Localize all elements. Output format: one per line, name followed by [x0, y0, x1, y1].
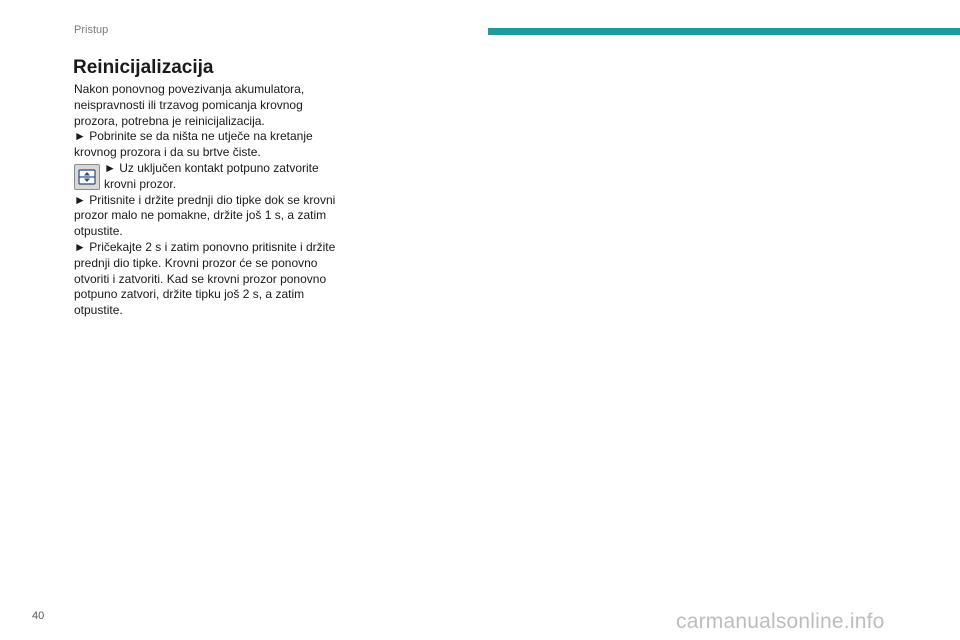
paragraph-intro: Nakon ponovnog povezivanja akumulatora, neispravnosti ili trzavog pomicanja krovnog prozora, potrebna je reinicijalizacija.: [74, 82, 305, 128]
section-label: Pristup: [74, 24, 109, 36]
step-close-with-icon: [74, 161, 344, 193]
step-close-roof: ► Uz uključen kontakt potpuno zatvorite krovni prozor.: [104, 160, 319, 191]
step-wait-repeat: ► Pričekajte 2 s i zatim ponovno pritisnite i držite prednji dio tipke. Krovni prozor će se ponovno otvoriti i zatvoriti. Kad se krovni prozor ponovno potpuno zatvori, držite tipku još 2 s, a zatim otpustite.: [74, 239, 336, 318]
page-number: 40: [32, 610, 45, 622]
sunroof-switch-icon: [74, 164, 100, 190]
body-text: [74, 82, 344, 319]
step-check-seals: ► Pobrinite se da ništa ne utječe na kretanje krovnog prozora i da su brtve čiste.: [74, 129, 313, 160]
header-accent-bar: [488, 28, 960, 35]
watermark: carmanualsonline.info: [676, 610, 885, 633]
page-title: Reinicijalizacija: [73, 57, 214, 78]
step-press-hold: ► Pritisnite i držite prednji dio tipke dok se krovni prozor malo ne pomakne, držite još 1 s, a zatim otpustite.: [74, 192, 336, 239]
